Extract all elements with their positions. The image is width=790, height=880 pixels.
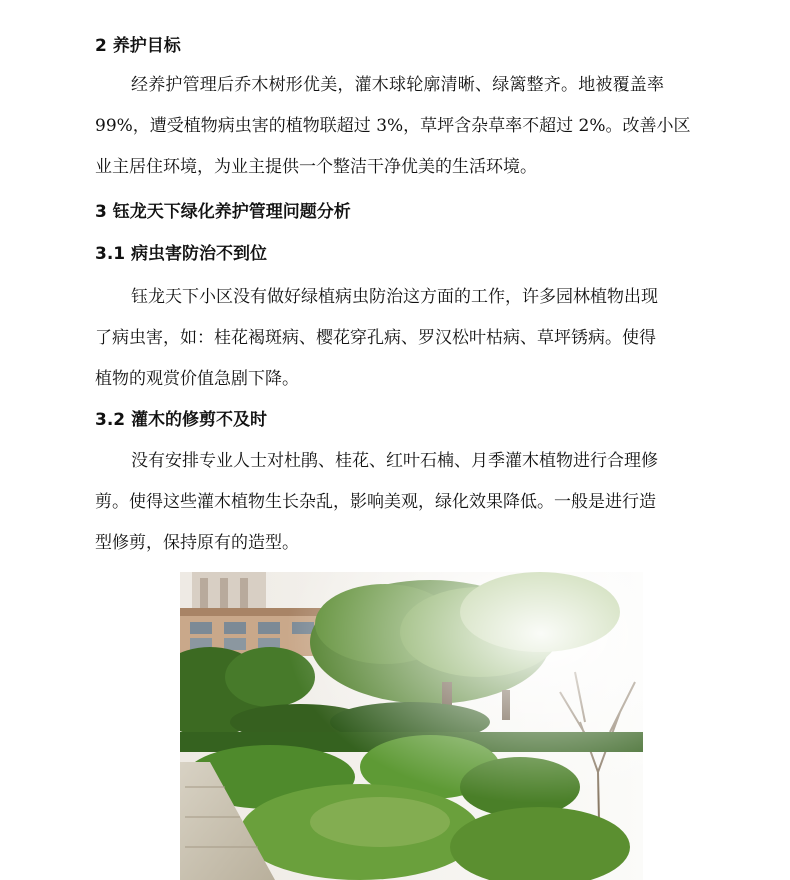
paragraph-prune bbox=[95, 441, 705, 564]
section-heading-pest: 3.1 病虫害防治不到位 bbox=[95, 244, 268, 264]
paragraph-pest-line: 钰龙天下小区没有做好绿植病虫防治这方面的工作，许多园林植物出现 bbox=[131, 287, 658, 307]
garden-photo-illustration bbox=[180, 572, 643, 880]
paragraph-goal-line: 业主居住环境，为业主提供一个整洁干净优美的生活环境。 bbox=[95, 157, 537, 177]
paragraph-pest-line: 了病虫害，如：桂花褐斑病、樱花穿孔病、罗汉松叶枯病、草坪锈病。使得 bbox=[95, 328, 656, 348]
paragraph-prune-line: 型修剪，保持原有的造型。 bbox=[95, 533, 299, 553]
paragraph-pest-line: 植物的观赏价值急剧下降。 bbox=[95, 369, 299, 389]
section-heading-goal: 2 养护目标 bbox=[95, 36, 181, 56]
section-heading-analysis: 3 钰龙天下绿化养护管理问题分析 bbox=[95, 202, 351, 222]
section-heading-prune: 3.2 灌木的修剪不及时 bbox=[95, 410, 268, 430]
paragraph-prune-line: 没有安排专业人士对杜鹃、桂花、红叶石楠、月季灌木植物进行合理修 bbox=[131, 451, 658, 471]
paragraph-goal bbox=[95, 65, 705, 188]
paragraph-prune-line: 剪。使得这些灌木植物生长杂乱，影响美观，绿化效果降低。一般是进行造 bbox=[95, 492, 656, 512]
garden-photo bbox=[180, 572, 643, 880]
paragraph-goal-line: 99%，遭受植物病虫害的植物联超过 3%，草坪含杂草率不超过 2%。改善小区 bbox=[95, 116, 691, 136]
paragraph-goal-line: 经养护管理后乔木树形优美，灌木球轮廓清晰、绿篱整齐。地被覆盖率 bbox=[131, 75, 665, 95]
paragraph-pest bbox=[95, 277, 705, 400]
